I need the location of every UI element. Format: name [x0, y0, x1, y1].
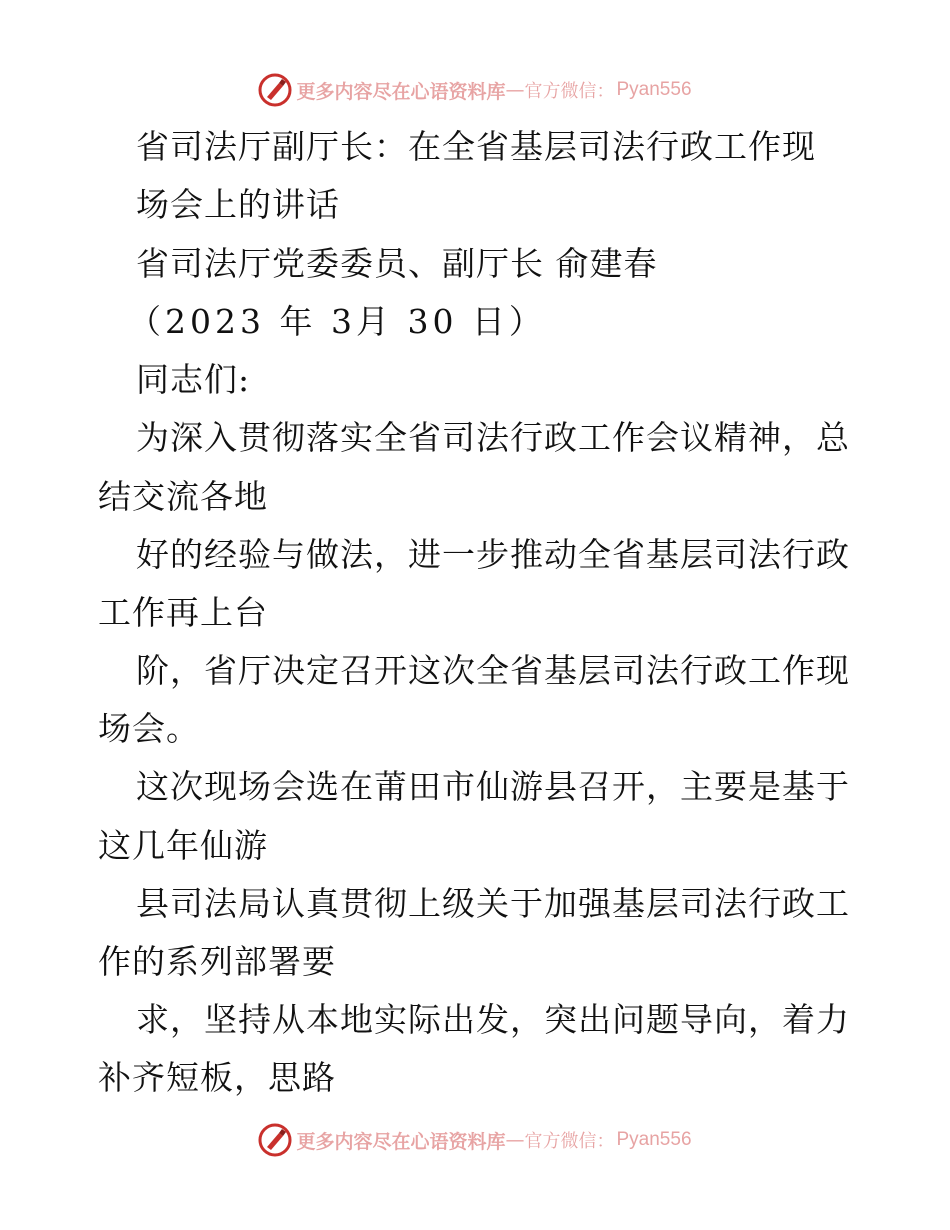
paragraph-line: 结交流各地 — [98, 477, 268, 516]
header-watermark — [0, 70, 950, 110]
paragraph-line: 作的系列部署要 — [98, 942, 336, 981]
document-author: 省司法厅党委委员、副厅长 俞建春 — [136, 244, 658, 283]
watermark-wechat-label: 官方微信： — [524, 81, 615, 102]
document-salutation: 同志们: — [136, 360, 251, 399]
watermark-main-text: 更多内容尽在心语资料库 — [296, 1130, 506, 1153]
watermark-wechat-label: 官方微信： — [524, 1131, 615, 1152]
paragraph-line: 为深入贯彻落实全省司法行政工作会议精神，总 — [136, 418, 850, 457]
paragraph-line: 补齐短板，思路 — [98, 1058, 336, 1097]
document-title-line-2: 场会上的讲话 — [136, 185, 340, 224]
logo-icon — [258, 73, 292, 107]
paragraph-line: 好的经验与做法，进一步推动全省基层司法行政 — [136, 535, 850, 574]
watermark-wechat-id: Pyan556 — [616, 1129, 692, 1150]
watermark-main-text: 更多内容尽在心语资料库 — [296, 80, 506, 103]
paragraph-line: 场会。 — [98, 709, 200, 748]
paragraph-line: 这几年仙游 — [98, 826, 268, 865]
paragraph-line: 求，坚持从本地实际出发，突出问题导向，着力 — [136, 1000, 850, 1039]
footer-watermark — [0, 1120, 950, 1160]
watermark-wechat-id: Pyan556 — [616, 79, 692, 100]
watermark-separator: — — [505, 79, 525, 101]
watermark-separator: — — [505, 1129, 525, 1151]
paragraph-line: 县司法局认真贯彻上级关于加强基层司法行政工 — [136, 884, 850, 923]
paragraph-line: 阶，省厅决定召开这次全省基层司法行政工作现 — [136, 651, 850, 690]
paragraph-line: 工作再上台 — [98, 593, 268, 632]
document-date: （2023 年 3月 30 日） — [128, 302, 546, 341]
paragraph-line: 这次现场会选在莆田市仙游县召开，主要是基于 — [136, 767, 850, 806]
logo-icon — [258, 1123, 292, 1157]
document-title-line-1: 省司法厅副厅长：在全省基层司法行政工作现 — [136, 127, 816, 166]
